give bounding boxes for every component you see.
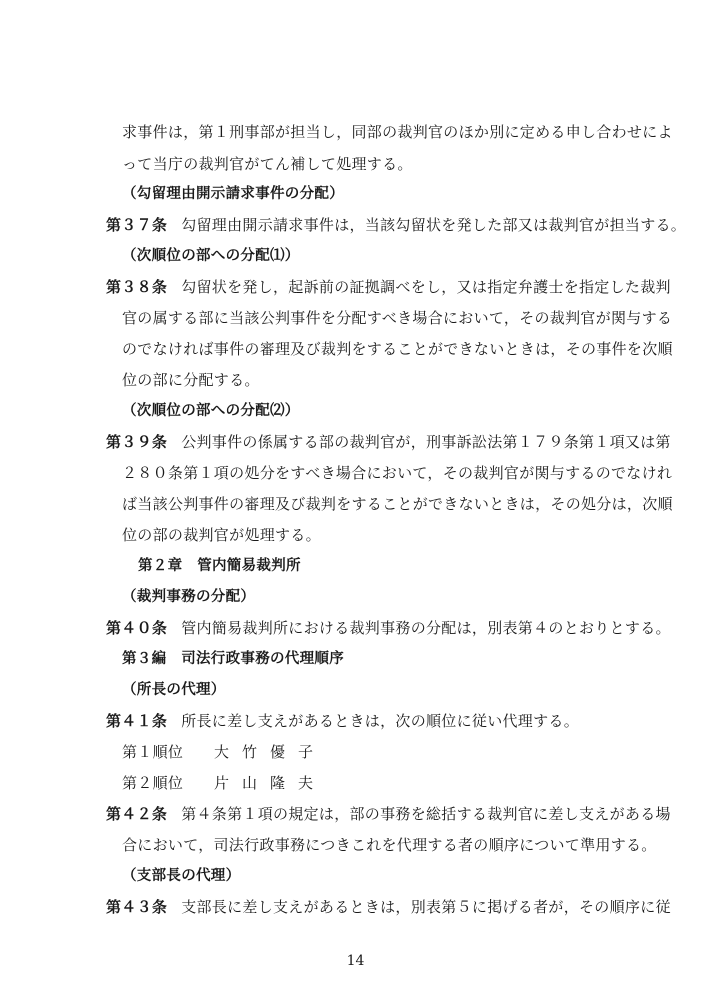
- body-line: 位の部に分配する。: [122, 371, 260, 389]
- article-text: 支部長に差し支えがあるときは，別表第５に掲げる者が，その順序に従: [181, 898, 671, 916]
- rank-label: 第１順位: [122, 743, 184, 761]
- chapter-heading: 第２章 管内簡易裁判所: [138, 558, 301, 574]
- section-heading: （勾留理由開示請求事件の分配）: [122, 186, 344, 202]
- body-line: のでなければ事件の審理及び裁判をすることができないときは，その事件を次順: [122, 340, 673, 358]
- article-number: 第４０条: [106, 619, 168, 637]
- body-line: 官の属する部に当該公判事件を分配すべき場合において，その裁判官が関与する: [122, 309, 673, 327]
- rank-row: [122, 773, 326, 793]
- article-number: 第４２条: [106, 805, 168, 823]
- article-number: 第３９条: [106, 433, 168, 451]
- article-number: 第４１条: [106, 712, 168, 730]
- body-line: ば当該公判事件の審理及び裁判をすることができないときは，その処分は，次順: [122, 495, 673, 513]
- article-number: 第３８条: [106, 278, 168, 296]
- page-number: 14: [346, 953, 365, 969]
- body-line: 合において，司法行政事務につきこれを代理する者の順序について準用する。: [122, 836, 657, 854]
- rank-name: 片山隆夫: [214, 774, 327, 792]
- article-43: [106, 897, 671, 917]
- article-text: 公判事件の係属する部の裁判官が，刑事訴訟法第１７９条第１項又は第: [181, 433, 671, 451]
- section-heading: （支部長の代理）: [122, 868, 241, 884]
- body-line: 位の部の裁判官が処理する。: [122, 526, 321, 544]
- section-heading: （次順位の部への分配⑴）: [122, 248, 300, 264]
- article-37: [106, 215, 686, 235]
- article-42: [106, 804, 671, 824]
- article-41: [106, 711, 579, 731]
- article-38: [106, 277, 671, 297]
- section-heading: （裁判事務の分配）: [122, 589, 256, 605]
- part-heading: 第３編 司法行政事務の代理順序: [122, 651, 344, 667]
- body-line: 求事件は，第１刑事部が担当し，同部の裁判官のほか別に定める申し合わせによ: [122, 123, 673, 141]
- article-number: 第３７条: [106, 216, 168, 234]
- body-line: ２８０条第１項の処分をすべき場合において，その裁判官が関与するのでなけれ: [122, 464, 673, 482]
- body-line: って当庁の裁判官がてん補して処理する。: [122, 155, 413, 173]
- article-text: 管内簡易裁判所における裁判事務の分配は，別表第４のとおりとする。: [181, 619, 671, 637]
- article-text: 第４条第１項の規定は，部の事務を総括する裁判官に差し支えがある場: [181, 805, 671, 823]
- article-number: 第４３条: [106, 898, 168, 916]
- rank-label: 第２順位: [122, 774, 184, 792]
- article-39: [106, 432, 671, 452]
- article-text: 所長に差し支えがあるときは，次の順位に従い代理する。: [181, 712, 580, 730]
- article-40: [106, 618, 671, 638]
- rank-name: 大竹優子: [214, 743, 327, 761]
- section-heading: （次順位の部への分配⑵）: [122, 403, 300, 419]
- article-text: 勾留理由開示請求事件は，当該勾留状を発した部又は裁判官が担当する。: [181, 216, 687, 234]
- section-heading: （所長の代理）: [122, 682, 226, 698]
- rank-row: [122, 742, 326, 762]
- article-text: 勾留状を発し，起訴前の証拠調べをし，又は指定弁護士を指定した裁判: [181, 278, 671, 296]
